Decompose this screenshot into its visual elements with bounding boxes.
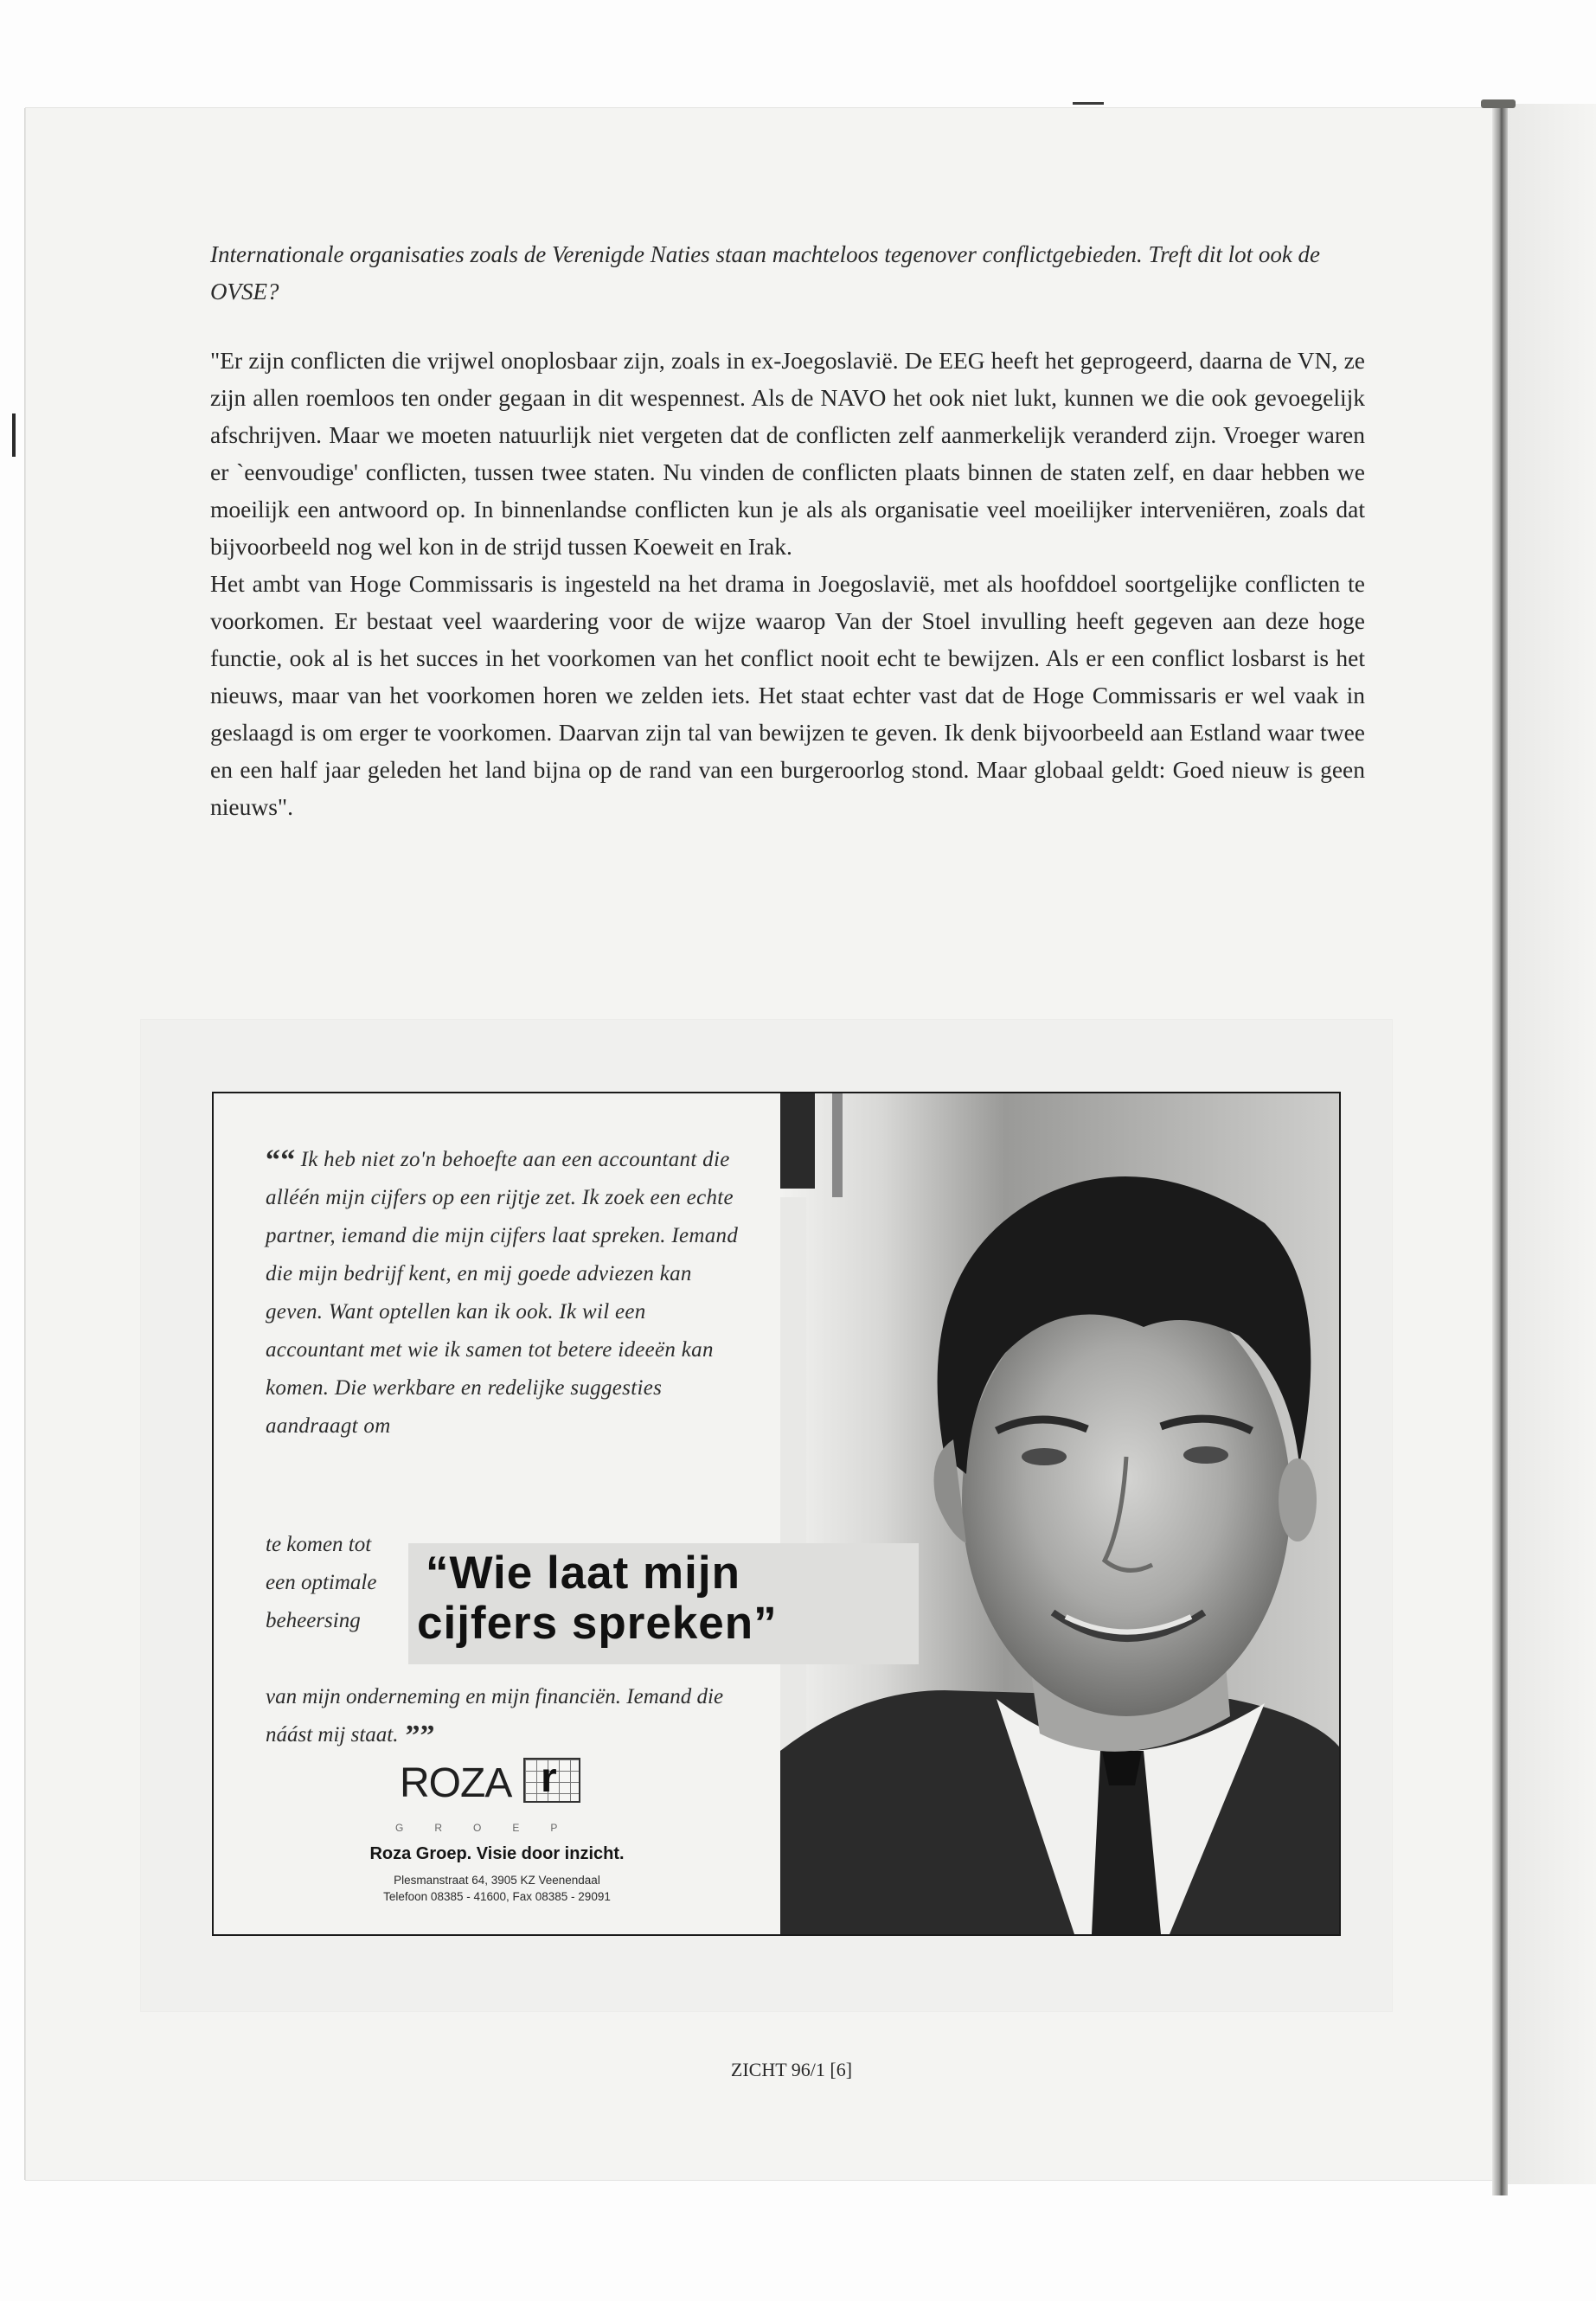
page-binding	[1492, 102, 1508, 2195]
quote-close-mark: ””	[405, 1720, 435, 1752]
ad-phone: Telefoon 08385 - 41600, Fax 08385 - 29091	[383, 1890, 611, 1903]
scan-mark	[1073, 102, 1104, 105]
page-footer: ZICHT 96/1 [6]	[730, 2059, 853, 2080]
ad-quote	[266, 1141, 750, 1445]
logo-letter: r	[541, 1755, 557, 1801]
roza-advertisement	[212, 1092, 1341, 1936]
quote-open-mark: ““	[266, 1144, 296, 1176]
ad-tagline: Roza Groep. Visie door inzicht.	[369, 1844, 625, 1863]
ad-quote-end-text: van mijn onderneming en mijn financiën. Iemand die náást mij staat.	[266, 1685, 724, 1747]
article-paragraph: "Er zijn conflicten die vrijwel onoplosbaar zijn, zoals in ex-Joegoslavië. De EEG heeft het geprogeerd, daarna de VN, ze zijn allen roemloos ten onder gegaan in dit wespennest. Als de NAVO het ook niet lukt, kunnen we die ook gevoegelijk afschrijven. Maar we moeten natuurlijk niet vergeten dat de conflicten zelf aanmerkelijk veranderd zijn. Vroeger waren er `eenvoudige' conflicten, tussen twee staten. Nu vinden de conflicten plaats binnen de staten zelf, en daar hebben we moeilijk een antwoord op. In binnenlandse conflicten kun je als als organisatie veel moeilijker interveniëren, zoals dat bijvoorbeeld nog wel kon in de strijd tussen Koeweit en Irak.	[210, 347, 1365, 560]
ad-headline	[408, 1543, 919, 1664]
interview-question: Internationale organisaties zoals de Verenigde Naties staan machteloos tegenover conflictgebieden. Treft dit lot ook de OVSE?	[210, 241, 1321, 304]
logo-grid-icon	[523, 1755, 580, 1803]
ad-quote-end	[266, 1678, 750, 1755]
logo-wordmark: ROZA	[400, 1760, 512, 1806]
article-paragraph: Het ambt van Hoge Commissaris is ingesteld na het drama in Joegoslavië, met als hoofddoel soortgelijke conflicten te voorkomen. Er bestaat veel waardering voor de wijze waarop Van der Stoel invulling heeft gegeven aan deze hoge functie, ook al is het succes in het voorkomen van het conflict nooit echt te bewijzen. Als er een conflict losbarst is het nieuws, maar van het voorkomen horen we zelden iets. Het staat echter vast dat de Hoge Commissaris er wel vaak in geslaagd is om erger te voorkomen. Daarvan zijn tal van bewijzen te geven. Ik denk bijvoorbeeld aan Estland waar twee en een half jaar geleden het land bijna op de rand van een burgeroorlog stond. Maar globaal geldt: Goed nieuw is geen nieuws".	[210, 570, 1365, 820]
ad-quote-narrow: te komen tot een optimale beheersing	[266, 1533, 377, 1632]
ad-text-panel	[214, 1093, 780, 1934]
logo-subtitle: GROEP	[395, 1822, 589, 1834]
portrait-man-image	[780, 1093, 1341, 1934]
ad-contact	[214, 1872, 780, 1905]
article-body	[210, 342, 1365, 825]
roza-logo	[400, 1753, 625, 1813]
ad-quote-main: Ik heb niet zo'n behoefte aan een accountant die alléén mijn cijfers op een rijtje zet. Ik zoek een echte partner, iemand die mijn cijfers laat spreken. Iemand die mijn bedrijf kent, en mij goede adviezen kan geven. Want optellen kan ik ook. Ik wil een accountant met wie ik samen tot betere ideeën kan komen. Die werkbare en redelijke suggesties aandraagt om	[266, 1148, 739, 1438]
next-page-edge	[1508, 104, 1596, 2184]
ad-address: Plesmanstraat 64, 3905 KZ Veenendaal	[394, 1874, 600, 1887]
portrait-photo	[780, 1093, 1341, 1934]
binding-clip	[1481, 99, 1516, 108]
scan-mark-left	[12, 413, 16, 457]
headline-line-2: cijfers spreken”	[417, 1598, 778, 1649]
headline-line-1: “Wie laat mijn	[426, 1548, 740, 1599]
